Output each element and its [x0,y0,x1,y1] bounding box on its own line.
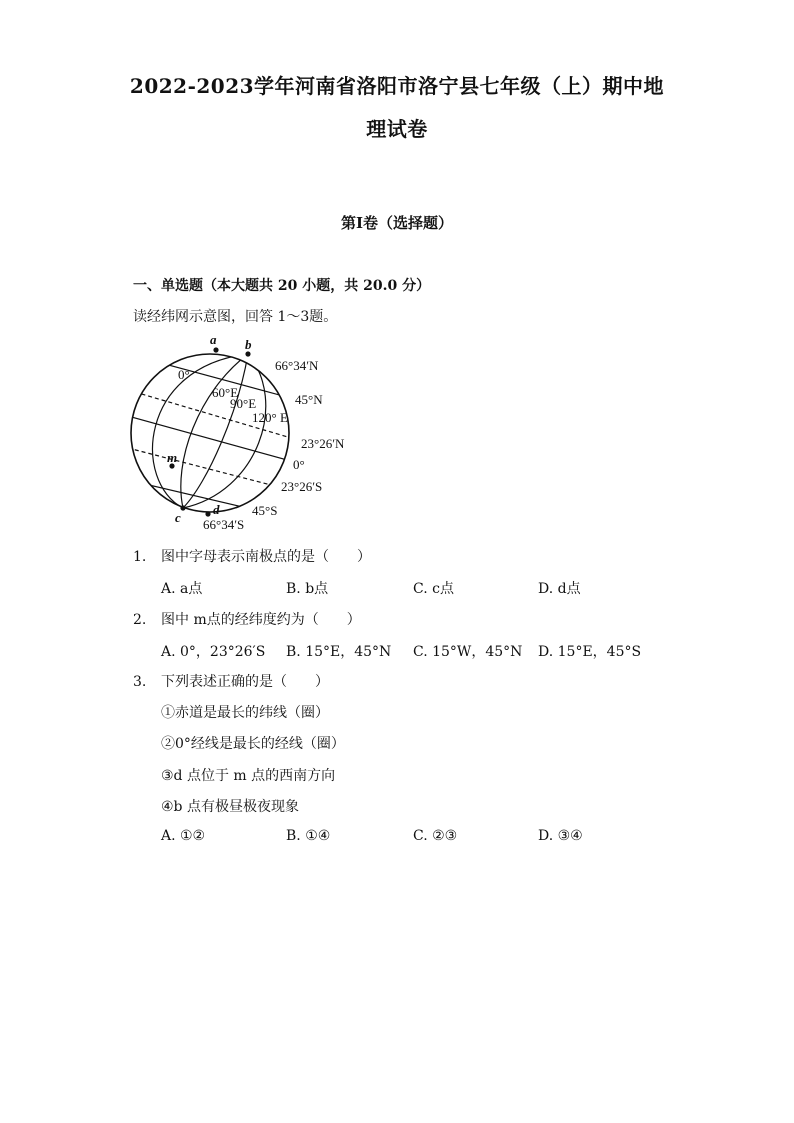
question-number: 1. [133,549,147,565]
part-title: 第I卷（选择题） [340,214,454,232]
meridian-120e [183,354,266,508]
q3-option-c[interactable]: C. ②③ [413,828,458,844]
label-equator: 0° [293,457,305,472]
point-a [213,347,218,352]
label-23-26n: 23°26′N [301,436,345,451]
label-45n: 45°N [295,392,323,407]
section-title: 一、单选题（本大题共 20 小题，共 20.0 分） [133,278,431,294]
question-stem: 图中 m点的经纬度约为（ ） [161,612,361,628]
graticule-figure [128,332,368,532]
question-number: 3. [133,674,147,690]
q2-option-d[interactable]: D. 15°E，45°S [538,644,642,660]
q2-option-b[interactable]: B. 15°E，45°N [286,644,392,660]
point-d [205,511,210,516]
question-3 [133,671,329,691]
q3-option-d[interactable]: D. ③④ [538,828,583,844]
label-66-34s: 66°34′S [203,517,245,532]
question-2 [133,609,361,629]
label-zero-lon: 0° [178,367,190,382]
exam-title-line2: 理试卷 [366,117,428,141]
label-c: c [175,510,181,525]
label-23-26s: 23°26′S [281,479,323,494]
question-stem: 下列表述正确的是（ ） [161,674,329,690]
q1-option-d[interactable]: D. d点 [538,581,581,597]
question-1 [133,546,371,566]
q1-option-b[interactable]: B. b点 [286,581,329,597]
q2-option-a[interactable]: A. 0°，23°26′S [161,644,266,660]
point-b [245,351,250,356]
label-45s: 45°S [252,503,278,518]
question-number: 2. [133,612,147,628]
q3-statement-1: ①赤道是最长的纬线（圈） [161,705,329,721]
label-b: b [245,337,252,352]
q3-option-a[interactable]: A. ①② [161,828,206,844]
label-60e: 60°E [212,385,239,400]
q3-statement-4: ④b 点有极昼极夜现象 [161,799,299,815]
q1-option-a[interactable]: A. a点 [161,581,203,597]
exam-title-line1: 2022-2023学年河南省洛阳市洛宁县七年级（上）期中地 [129,74,665,98]
label-m: m [167,450,178,465]
point-c [180,505,185,510]
label-a: a [210,332,217,347]
label-d: d [213,502,220,517]
question-stem: 图中字母表示南极点的是（ ） [161,549,371,565]
figure-intro: 读经纬网示意图，回答 1～3题。 [133,309,338,325]
globe-outline [131,354,289,512]
q1-option-c[interactable]: C. c点 [413,581,454,597]
label-66-34n: 66°34′N [275,358,319,373]
q3-statement-2: ②0°经线是最长的经线（圈） [161,736,345,752]
q2-option-c[interactable]: C. 15°W，45°N [413,644,523,660]
label-120e: 120° E [252,410,288,425]
q3-statement-3: ③d 点位于 m 点的西南方向 [161,768,336,784]
q3-option-b[interactable]: B. ①④ [286,828,331,844]
label-90e: 90°E [230,396,257,411]
